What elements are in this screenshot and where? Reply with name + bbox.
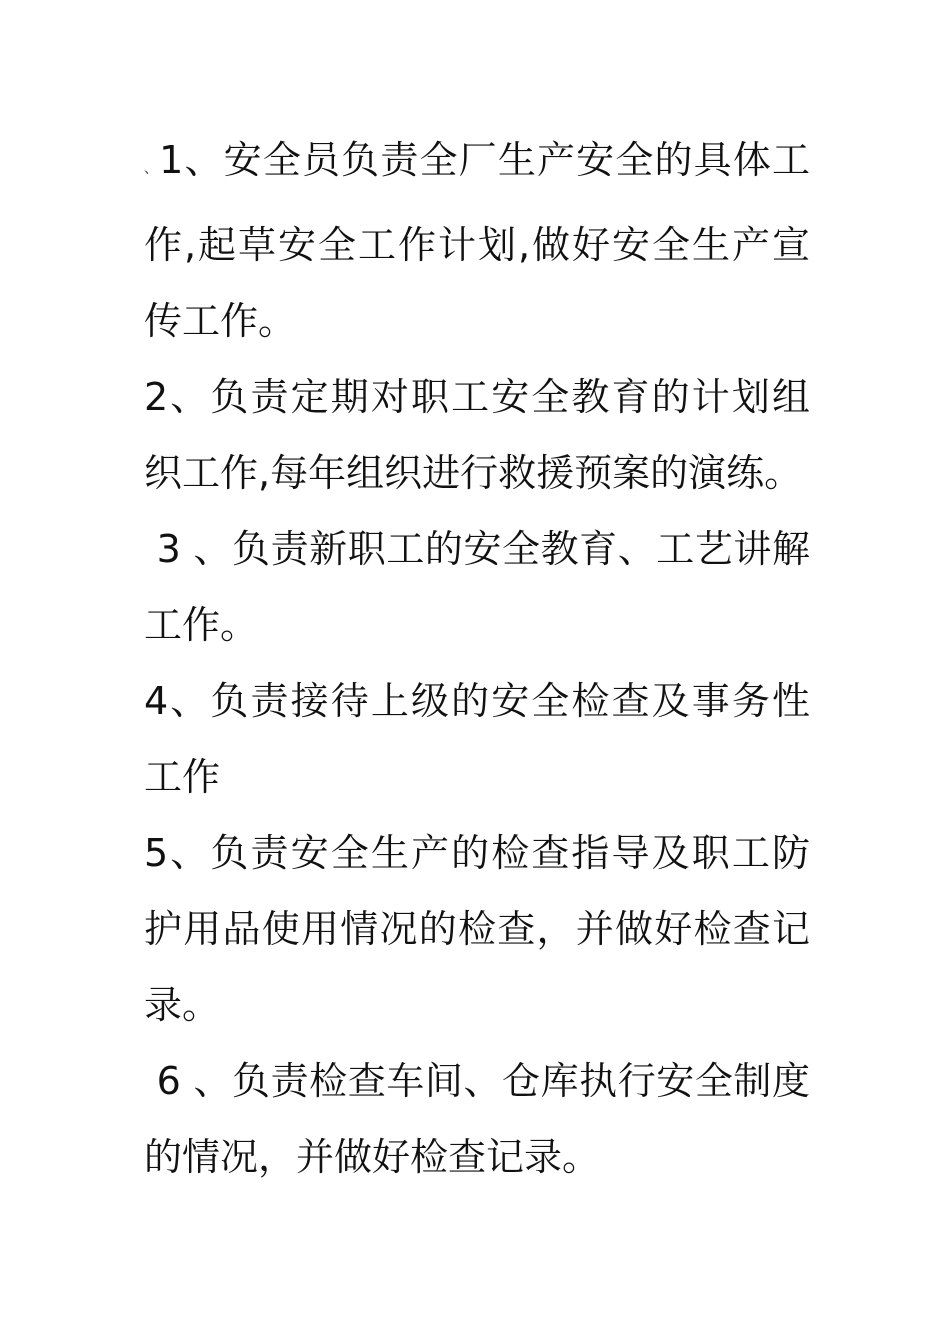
- paragraph-text: 2、负责定期对职工安全教育的计划组织工作,每年组织进行救援预案的演练。: [144, 375, 810, 495]
- paragraph-3: [144, 511, 810, 663]
- paragraph-2: [144, 359, 810, 511]
- paragraph-text: 3 、负责新职工的安全教育、工艺讲解工作。: [144, 527, 810, 647]
- paragraph-text: 1、安全员负责全厂生产安全的具体工作,起草安全工作计划,做好安全生产宣传工作。: [144, 138, 810, 343]
- paragraph-4: [144, 663, 810, 815]
- paragraph-text: 4、负责接待上级的安全检查及事务性工作: [144, 679, 810, 799]
- paragraph-6: [144, 1043, 810, 1195]
- document-body: [144, 122, 810, 1195]
- paragraph-5: [144, 815, 810, 1043]
- paragraph-1: [144, 122, 810, 359]
- paragraph-text: 6 、负责检查车间、仓库执行安全制度的情况，并做好检查记录。: [144, 1059, 810, 1179]
- leading-mark: 、: [144, 161, 160, 177]
- paragraph-text: 5、负责安全生产的检查指导及职工防护用品使用情况的检查，并做好检查记录。: [144, 831, 810, 1027]
